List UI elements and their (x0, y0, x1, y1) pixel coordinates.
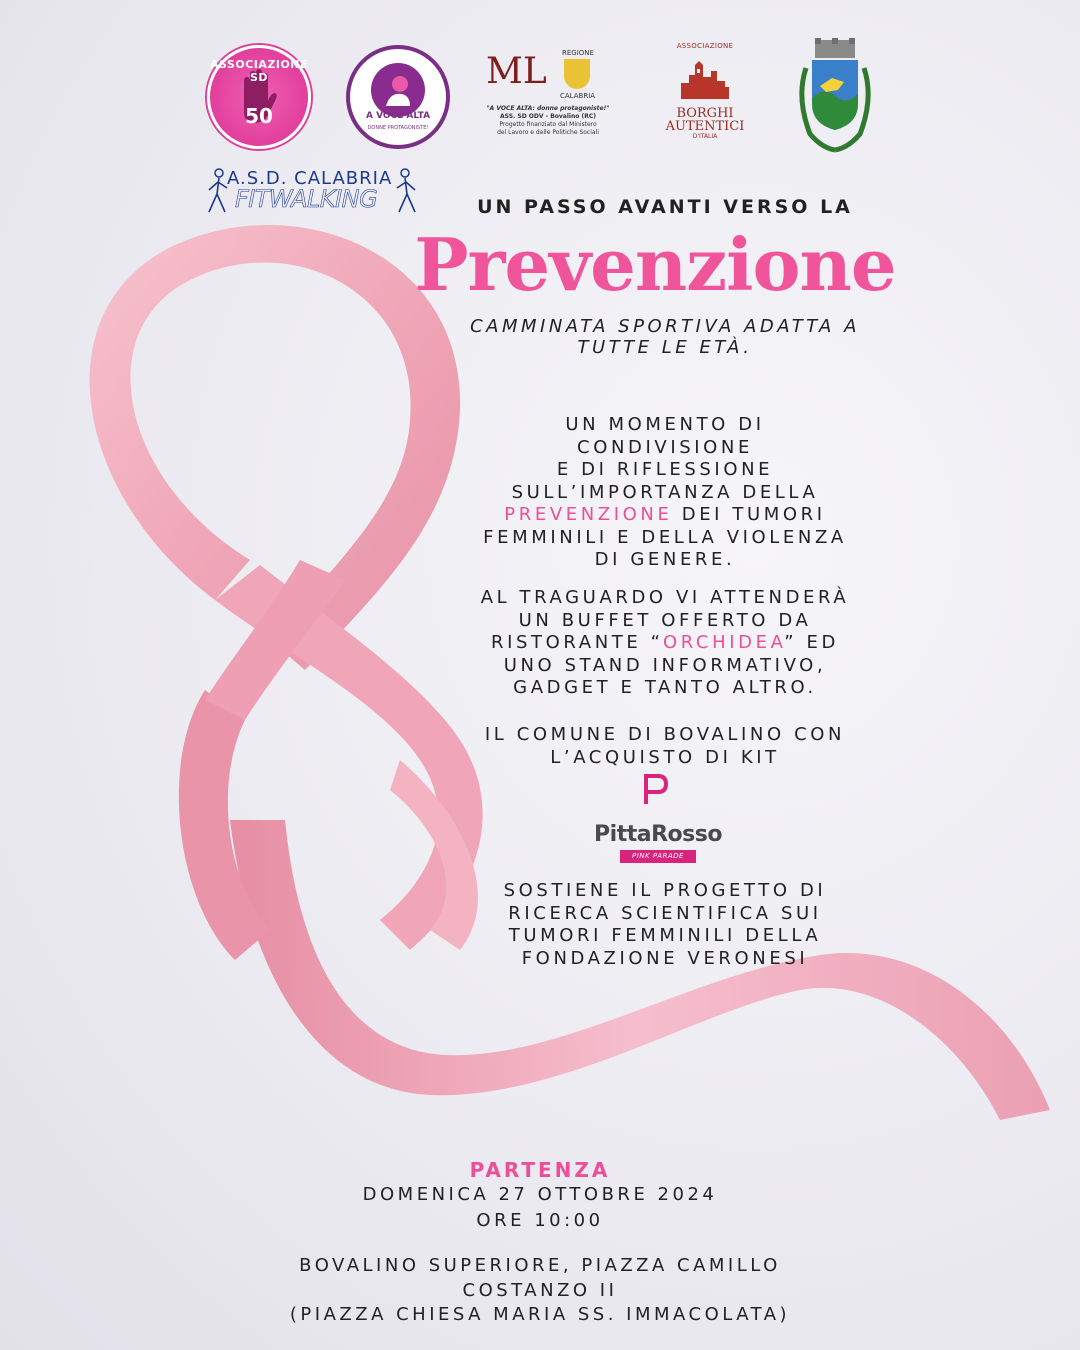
regione-shield-icon (564, 59, 590, 89)
ministero-line3: Progetto finanziato dal Ministero (499, 121, 597, 128)
borghi-line3: D'ITALIA (692, 133, 718, 140)
village-icon (679, 53, 731, 101)
para2-line1: AL TRAGUARDO VI ATTENDERÀ (480, 587, 850, 608)
para1-line6: FEMMINILI E DELLA VIOLENZA (483, 526, 847, 548)
borghi-line2: AUTENTICI (665, 119, 745, 134)
fitwalking-line1: A.S.D. CALABRIA (227, 168, 393, 189)
sponsor-name: PittaRosso (594, 822, 722, 847)
para1-line1: UN MOMENTO DI (565, 414, 765, 435)
pittarosso-logo (568, 770, 748, 870)
ministero-line4: del Lavoro e delle Politiche Sociali (497, 129, 599, 136)
research-paragraph (420, 880, 910, 970)
highlight-orchidea: ORCHIDEA (662, 632, 785, 653)
para2-line3 (420, 632, 910, 655)
subtitle-line1: CAMMINATA SPORTIVA ADATTA A (470, 316, 860, 337)
asd-calabria-fitwalking-logo (205, 168, 420, 216)
para1-line7: DI GENERE. (594, 549, 736, 570)
para2-line3-pre: RISTORANTE “ (491, 632, 663, 653)
para4-line3: TUMORI FEMMINILI DELLA (508, 925, 822, 946)
para2-line5: GADGET E TANTO ALTRO. (513, 677, 817, 698)
sponsor-tag: PINK PARADE (620, 850, 696, 863)
para1-line3: E DI RIFLESSIONE (556, 459, 774, 480)
calabria-label: CALABRIA (560, 92, 596, 100)
voce-alta-title: A VOCE ALTA (365, 111, 431, 121)
para1-line2: CONDIVISIONE (577, 436, 753, 458)
associazione-sd-logo (207, 45, 311, 149)
event-place-line1: BOVALINO SUPERIORE, PIAZZA CAMILLO (299, 1255, 781, 1276)
main-title: Prevenzione (414, 222, 896, 307)
ministero-line1: "A VOCE ALTA: donne protagoniste!" (486, 105, 610, 112)
comune-paragraph (420, 724, 910, 769)
para1-line5-rest: DEI TUMORI (672, 504, 826, 525)
buffet-paragraph (420, 587, 910, 700)
crest-icon (790, 38, 880, 156)
borghi-line1: BORGHI (676, 106, 734, 121)
highlight-prevenzione: PREVENZIONE (504, 504, 673, 525)
event-date: DOMENICA 27 OTTOBRE 2024 (362, 1184, 718, 1205)
para4-line2: RICERCA SCIENTIFICA SUI (508, 902, 822, 924)
pre-title: UN PASSO AVANTI VERSO LA (477, 196, 853, 218)
sd-logo-number: 50 (245, 104, 273, 128)
event-place-line3: (PIAZZA CHIESA MARIA SS. IMMACOLATA) (289, 1304, 791, 1325)
para2-line2: UN BUFFET OFFERTO DA (518, 609, 812, 631)
sd-logo-text: ASSOCIAZIONE SD (209, 58, 309, 84)
ministero-line2: ASS. SD ODV - Bovalino (RC) (500, 113, 596, 120)
event-time: ORE 10:00 (476, 1210, 604, 1231)
borghi-assoc: ASSOCIAZIONE (676, 42, 734, 50)
para3-line2: L’ACQUISTO DI KIT (550, 746, 780, 768)
a-voce-alta-logo (346, 45, 450, 149)
borghi-autentici-logo (655, 42, 755, 154)
para1-line5 (420, 504, 910, 527)
woman-silhouette-icon (371, 63, 425, 117)
description-paragraph (420, 414, 910, 572)
comune-crest-logo (790, 38, 880, 156)
ministero-regione-logo (478, 45, 618, 155)
partenza-label: PARTENZA (469, 1158, 611, 1182)
para3-line1: IL COMUNE DI BOVALINO CON (484, 724, 846, 745)
voce-alta-subtitle: DONNE PROTAGONISTE! (367, 125, 429, 131)
para2-line4: UNO STAND INFORMATIVO, (503, 654, 827, 676)
regione-label: REGIONE (562, 49, 594, 57)
subtitle-line2: TUTTE LE ETÀ. (577, 337, 753, 358)
para1-line4: SULL’IMPORTANZA DELLA (511, 481, 819, 503)
fitwalking-line2: FITWALKING (235, 185, 378, 213)
walker-right-icon (393, 168, 419, 216)
para2-line3-post: ” ED (784, 632, 839, 653)
event-place-line2: COSTANZO II (462, 1280, 618, 1301)
ministero-letters: ML (486, 51, 547, 92)
para4-line1: SOSTIENE IL PROGETTO DI (503, 880, 827, 901)
para4-line4: FONDAZIONE VERONESI (521, 947, 809, 969)
subtitle (420, 316, 910, 358)
pittarosso-mark-icon (636, 770, 672, 806)
